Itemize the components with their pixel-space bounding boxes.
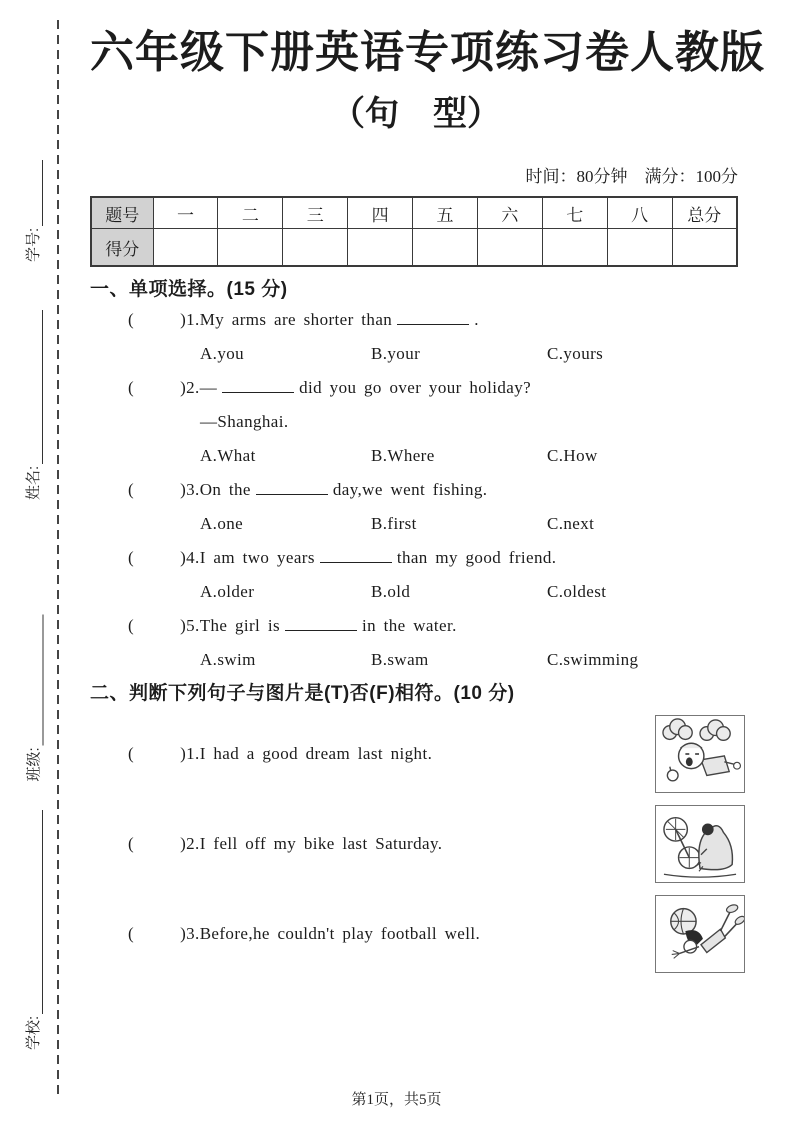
- answer-paren-open: (: [128, 834, 135, 854]
- answer-paren-open: (: [128, 924, 135, 944]
- answer-paren-open: (: [128, 548, 135, 568]
- question-3-options: [90, 507, 742, 541]
- option-c: C.oldest: [547, 582, 607, 602]
- question-text: Before,he couldn't play football well.: [199, 924, 481, 944]
- tf-item-2-text: [90, 834, 442, 854]
- question-text: I had a good dream last night.: [199, 744, 433, 764]
- option-a: A.one: [200, 514, 244, 534]
- section2-heading: 二、判断下列句子与图片是(T)否(F)相符。(10 分): [90, 683, 515, 705]
- student-number-blank: [28, 160, 43, 226]
- option-a: A.swim: [200, 650, 256, 670]
- score-header: 得分: [91, 229, 153, 267]
- question-text: On the: [199, 480, 251, 500]
- fill-blank: [222, 375, 294, 393]
- score-table-score-row: [91, 229, 737, 267]
- name-blank: [28, 310, 43, 464]
- question-text: —: [199, 378, 218, 398]
- score-cell: [477, 229, 542, 267]
- question-text: than my good friend.: [396, 548, 557, 568]
- question-number: 2.: [186, 378, 200, 398]
- tf-item-3: [90, 895, 742, 973]
- name-field: [23, 310, 43, 500]
- page-number: 第1页，共5页: [351, 1092, 442, 1108]
- question-number: 4.: [186, 548, 200, 568]
- score-cell: [672, 229, 737, 267]
- question-text: .: [474, 310, 479, 330]
- col-5: 五: [413, 197, 478, 229]
- option-b: B.Where: [371, 446, 435, 466]
- binding-dashed-line: [57, 20, 59, 1098]
- question-number: 2.: [186, 834, 200, 854]
- option-c: C.yours: [547, 344, 604, 364]
- score-cell: [413, 229, 478, 267]
- col-2: 二: [218, 197, 283, 229]
- col-3: 三: [283, 197, 348, 229]
- question-1: [90, 303, 742, 337]
- question-number: 1.: [186, 744, 200, 764]
- score-cell: [153, 229, 218, 267]
- col-1: 一: [153, 197, 218, 229]
- answer-paren-open: (: [128, 310, 135, 330]
- question-text: did you go over your holiday?: [299, 378, 532, 398]
- option-c: C.swimming: [547, 650, 639, 670]
- answer-paren-close: ): [180, 616, 187, 636]
- option-c: C.How: [547, 446, 598, 466]
- question-sub-text: —Shanghai.: [200, 412, 289, 432]
- question-2: [90, 371, 742, 405]
- school-blank: [28, 810, 43, 1014]
- paper-subtitle: （句 型）: [331, 96, 501, 134]
- question-4: [90, 541, 742, 575]
- tf-item-1-text: [90, 744, 432, 764]
- score-cell: [283, 229, 348, 267]
- question-number: 1.: [186, 310, 200, 330]
- question-text: day,we went fishing.: [332, 480, 488, 500]
- score-table-header-row: [91, 197, 737, 229]
- class-field: [24, 615, 44, 782]
- question-3: [90, 473, 742, 507]
- fill-blank: [320, 545, 392, 563]
- option-c: C.next: [547, 514, 595, 534]
- answer-paren-close: ): [180, 378, 187, 398]
- score-cell: [348, 229, 413, 267]
- option-b: B.old: [371, 582, 411, 602]
- school-label: 学校:: [25, 1015, 42, 1050]
- student-number-label: 学号:: [25, 227, 42, 262]
- question-number: 3.: [186, 924, 200, 944]
- exam-time-score-info: 时间：80分钟 满分：100分: [525, 167, 738, 187]
- student-number-field: [23, 160, 43, 262]
- col-4: 四: [348, 197, 413, 229]
- answer-paren-close: ): [180, 310, 187, 330]
- question-2-options: [90, 439, 742, 473]
- score-cell: [607, 229, 672, 267]
- question-2-answer-line: [90, 405, 742, 439]
- paper-title: 六年级下册英语专项练习卷人教版: [90, 28, 765, 77]
- question-text: The girl is: [199, 616, 280, 636]
- tf-item-3-text: [90, 924, 480, 944]
- option-a: A.What: [200, 446, 256, 466]
- answer-paren-open: (: [128, 616, 135, 636]
- col-6: 六: [477, 197, 542, 229]
- answer-paren-close: ): [180, 480, 187, 500]
- answer-paren-close: ): [180, 744, 187, 764]
- answer-paren-close: ): [180, 834, 187, 854]
- answer-paren-close: ): [180, 924, 187, 944]
- col-8: 八: [607, 197, 672, 229]
- question-5: [90, 609, 742, 643]
- crying-child-dream-picture: [655, 715, 745, 793]
- question-5-options: [90, 643, 742, 677]
- col-total: 总分: [672, 197, 737, 229]
- question-text: My arms are shorter than: [199, 310, 393, 330]
- score-cell: [542, 229, 607, 267]
- question-number: 3.: [186, 480, 200, 500]
- question-text: I fell off my bike last Saturday.: [199, 834, 443, 854]
- option-b: B.your: [371, 344, 421, 364]
- option-a: A.older: [200, 582, 255, 602]
- score-table: [90, 196, 738, 267]
- answer-paren-close: ): [180, 548, 187, 568]
- score-cell: [218, 229, 283, 267]
- col-7: 七: [542, 197, 607, 229]
- tf-item-1: [90, 715, 742, 793]
- question-number-header: 题号: [91, 197, 153, 229]
- fill-blank: [285, 613, 357, 631]
- fill-blank: [256, 477, 328, 495]
- tf-item-2: [90, 805, 742, 883]
- section1-heading: 一、单项选择。(15 分): [90, 279, 288, 301]
- question-number: 5.: [186, 616, 200, 636]
- option-a: A.you: [200, 344, 245, 364]
- fill-blank: [397, 307, 469, 325]
- answer-paren-open: (: [128, 480, 135, 500]
- class-blank: [29, 615, 44, 746]
- question-1-options: [90, 337, 742, 371]
- question-4-options: [90, 575, 742, 609]
- option-b: B.first: [371, 514, 417, 534]
- name-label: 姓名:: [25, 465, 42, 500]
- answer-paren-open: (: [128, 744, 135, 764]
- class-label: 班级:: [25, 747, 43, 782]
- option-b: B.swam: [371, 650, 429, 670]
- school-field: [23, 810, 43, 1050]
- answer-paren-open: (: [128, 378, 135, 398]
- question-text: I am two years: [199, 548, 315, 568]
- boy-with-ball-picture: [655, 895, 745, 973]
- fell-off-bike-picture: [655, 805, 745, 883]
- question-text: in the water.: [361, 616, 457, 636]
- exam-paper: [90, 0, 765, 973]
